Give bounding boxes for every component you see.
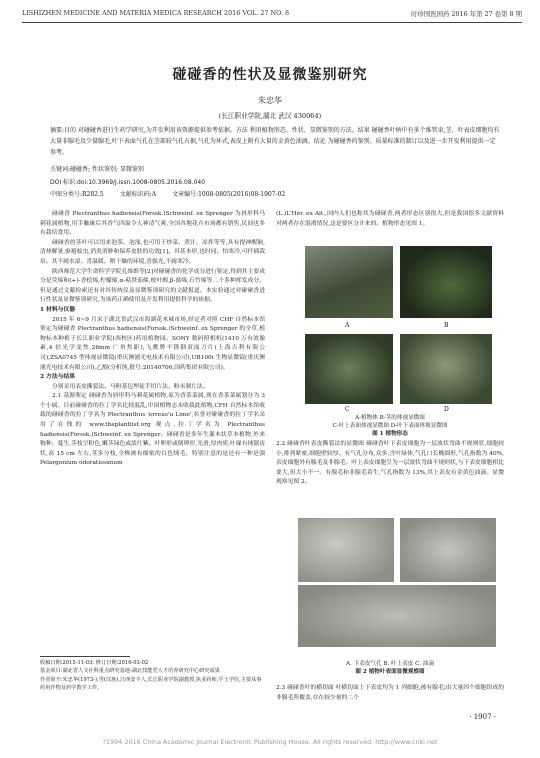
- section-2-3: 2.3 碰碰香叶的横切面 叶横切面上下表皮均为 1 列细胞,被有腺毛;由大量四个细胞组成的非腺毛所覆盖,存在较少量的二个: [276, 685, 504, 701]
- figure1-label-c: C: [345, 406, 350, 413]
- figure1-photo-c: [305, 334, 393, 404]
- paragraph: 2015 年 6~9 月采于湖北省武汉市海湖花木城市场,经定者对照 CHF 自然标本馆鉴定为碰碰香 Plectranthus hadiensis(Forssk.)Schweinf. ex Sprenger 的全草,植物标本种植于长江职业学院(西校区)药用植物园。SONY 数码照相机(1410 万有效像素,4 倍光学变焦,26mm 广角焦距),飞鹰牌不锈钢双面刀片(上海吉利有限公司),ZSA0745 型体视显微镜(重庆澳浦光电技术有限公司),UB100i 生物显微镜(重庆澳浦光电技术有限公司),乙醇(分析纯,批号:20140706,国药集团有限公司)。: [40, 316, 265, 371]
- copyright-footer: ?1994-2016 China Academic Journal Electronic Publishing House. All rights reserved. http://www.cnki.net: [102, 738, 438, 746]
- keywords: 关键词:碰碰香; 性状鉴别; 显微鉴别: [50, 166, 144, 173]
- classification-line: [50, 189, 500, 200]
- figure2-photo-c: [298, 585, 496, 647]
- header-left: LISHIZHEN MEDICINE AND MATERIA MEDICA RESEARCH 2016 VOL. 27 NO. 8: [22, 9, 290, 17]
- figure1-photo-b: [400, 246, 492, 318]
- doi[interactable]: DOI 标识:doi:10.3969/j.issn.1008-0805.2016.08.040: [50, 179, 206, 186]
- paragraph: 陕西师范大学生命科学学院孔维维等[2]对碰碰香的化学成分进行鉴定,得到其主要成分是荧烯和(+)-香桧烯,柠檬烯,α-萜澄茄烯,桉叶醇,β-蒎烯,石竹烯等二十多种挥发成分。但是通过文献检索还有对其传统仪及显微鉴别研究的文献报道。本实验通过对碰碰香进行性状及显微鉴别研究,为该药正确使用及开发利用提供科学的依据。: [40, 268, 265, 304]
- figure2-photo-a: [298, 518, 394, 582]
- figure1-photo-a: [305, 246, 393, 318]
- running-header: [22, 6, 522, 20]
- page-number: · 1907 ·: [469, 713, 496, 721]
- section-heading: 2 方法与结果: [40, 374, 76, 381]
- figure1-label-b: B: [444, 322, 449, 329]
- figure2-photo-b: [400, 518, 496, 582]
- article-number: 文章编号:1008-0805(2016)08-1907-02: [172, 191, 286, 198]
- author: 朱忠华: [258, 96, 282, 105]
- footnote-line: 基金项目:湖北省人文社科重点研究基地-湖北技能型人才培养研究中心研究成果: [40, 668, 220, 675]
- paragraph: 分别采用表皮撕裂法、马粉基包埋徒手切片法、粉末制片法。: [52, 383, 209, 390]
- clc-number: 中图分类号:R282.5: [50, 191, 104, 198]
- caption-title: 图 2 植物叶表面显微观察图: [355, 669, 425, 675]
- caption-line: A. 下表皮气孔 B. 叶上表皮 C. 油滴: [346, 661, 434, 667]
- right-column-intro: (L.)L'Hér. ex Ait.,国内人们也称其为碰碰香,两者形态区别很大,但是我国很多文献资料对两者存在混淆情况,这是要区分开来的。植物形态见图 1。: [276, 211, 504, 227]
- footnote-line: 作者简介:朱忠华(1973-),男(汉族),江西安丰人,长江职业学院副教授,执业药师,学士学位,主要从事药用作物及药学教学工作。: [40, 676, 262, 692]
- caption-line: C-叶上表面体视显微图 D-叶下表面体视显微图: [332, 423, 448, 429]
- header-rule: [22, 22, 522, 23]
- header-right: 时珍国医国药 2016 年第 27 卷第 8 期: [411, 9, 522, 18]
- affiliation: (长江职业学院,湖北 武汉 430064): [218, 112, 322, 120]
- figure2-caption: [276, 660, 504, 676]
- footnote-rule: [40, 656, 130, 657]
- caption-line: A-植物体 B-茎的体视显微图: [355, 415, 425, 421]
- footnote: [40, 659, 265, 693]
- caption-title: 图 1 植物形态: [372, 431, 408, 437]
- footnote-line: 收稿日期:2015-11-03; 修订日期:2016-03-02: [40, 660, 149, 666]
- paragraph: 2.1 基源鉴定 碰碰香为唇形科马刺花属植物,原为香茶菜属,现在香茶菜属划分为 3 个小属。目前碰碰香的拉丁学名比较混乱,中国植物志未收载此植物,CFH 自然标本馆收载的碰碰香的拉丁学名为 Plectranthus 'erreus'u Lime',名誉对碰碰香的拉丁学名采用了在线的 www.theplantlist.org 观点,拉丁学名为 Plectranthus hadiensis(Forssk.)Schweinf. ex Sprenger。碰碰香是多年生灌木状草本植物,外来物种。蔓生,茎枝呈粉色,嫩茎绿色或淡红紫。叶卵形或倒卵形,光滑,厚肉质,叶缘有钝锯齿状,高 15 cm 左右,茎多分枝,全株被有细密的白色绒毛。特别注意的是还有一种是强 Pelargonium odoratissimum: [40, 393, 265, 467]
- figure1-photo-d: [400, 334, 492, 404]
- paragraph: 碰碰香 Plectranthus hadiensis(Forssk.)Schweinf. ex Sprenger 为唇形科马刺花属植物,用手触碰后其香气四溢令人神清气爽,全国各地花卉市场都有销售,民间也多有栽培食用。: [40, 211, 265, 237]
- document-code: 文献标识码:A: [119, 191, 157, 198]
- left-column: [40, 210, 265, 469]
- section-heading: 1 材料与仪器: [40, 306, 76, 313]
- paragraph: 碰碰香的茎叶可以用来泡茶、泡澡,也可用于炒菜、煮汁、凉拌等等,具有提神醒脑,清热解暑,驱避蚊虫,消炎消肿和保养皮肤的功效[1]。其基本形,也时同。怕寒冷,可扦插栽培。其不耐水湿。喜温暖、稍干燥的环境,喜强光,不耐寒冷。: [40, 239, 265, 265]
- figure1-label-d: D: [444, 406, 449, 413]
- abstract: 摘要:目的 对碰碰香进行生药学研究,为开发利用该资源提供参考依据。方法 利用植物形态、性状、显微鉴别的方法。结果 碰碰香叶柄中有多个维管束,茎、叶表皮细胞均有大量非腺毛及少量腺毛,叶下表面气孔在茎部较气孔占据,气孔为环式,表皮上附有大量的金黄色油滴。结论 为碰碰香的鉴别、质量标准的制订以及进一步开发利用提供一定参考。: [50, 127, 500, 156]
- figure1-label-a: A: [345, 322, 350, 329]
- page-title: 碰碰香的性状及显微鉴别研究: [172, 67, 368, 83]
- section-2-2: 2.2 碰碰香叶表皮撕裂法的显微图 碰碰香叶下表皮细胞为一层波状弯曲不规则状,细胞较小,排列紧密,细胞壁较厚。有气孔分布,众多,含叶绿体,气孔口长椭圆形,气孔指数为 40%,表皮细胞外有腺毛及非腺毛。叶上表皮细胞呈为一层波状弯曲不规则状,与下表皮细胞相比要大,但大小不一。有腺毛和非腺毛着生,气孔指数为 13%,其上表皮有金黄色油滴。显微观察见图 2。: [276, 441, 504, 486]
- figure1-caption: [276, 414, 504, 438]
